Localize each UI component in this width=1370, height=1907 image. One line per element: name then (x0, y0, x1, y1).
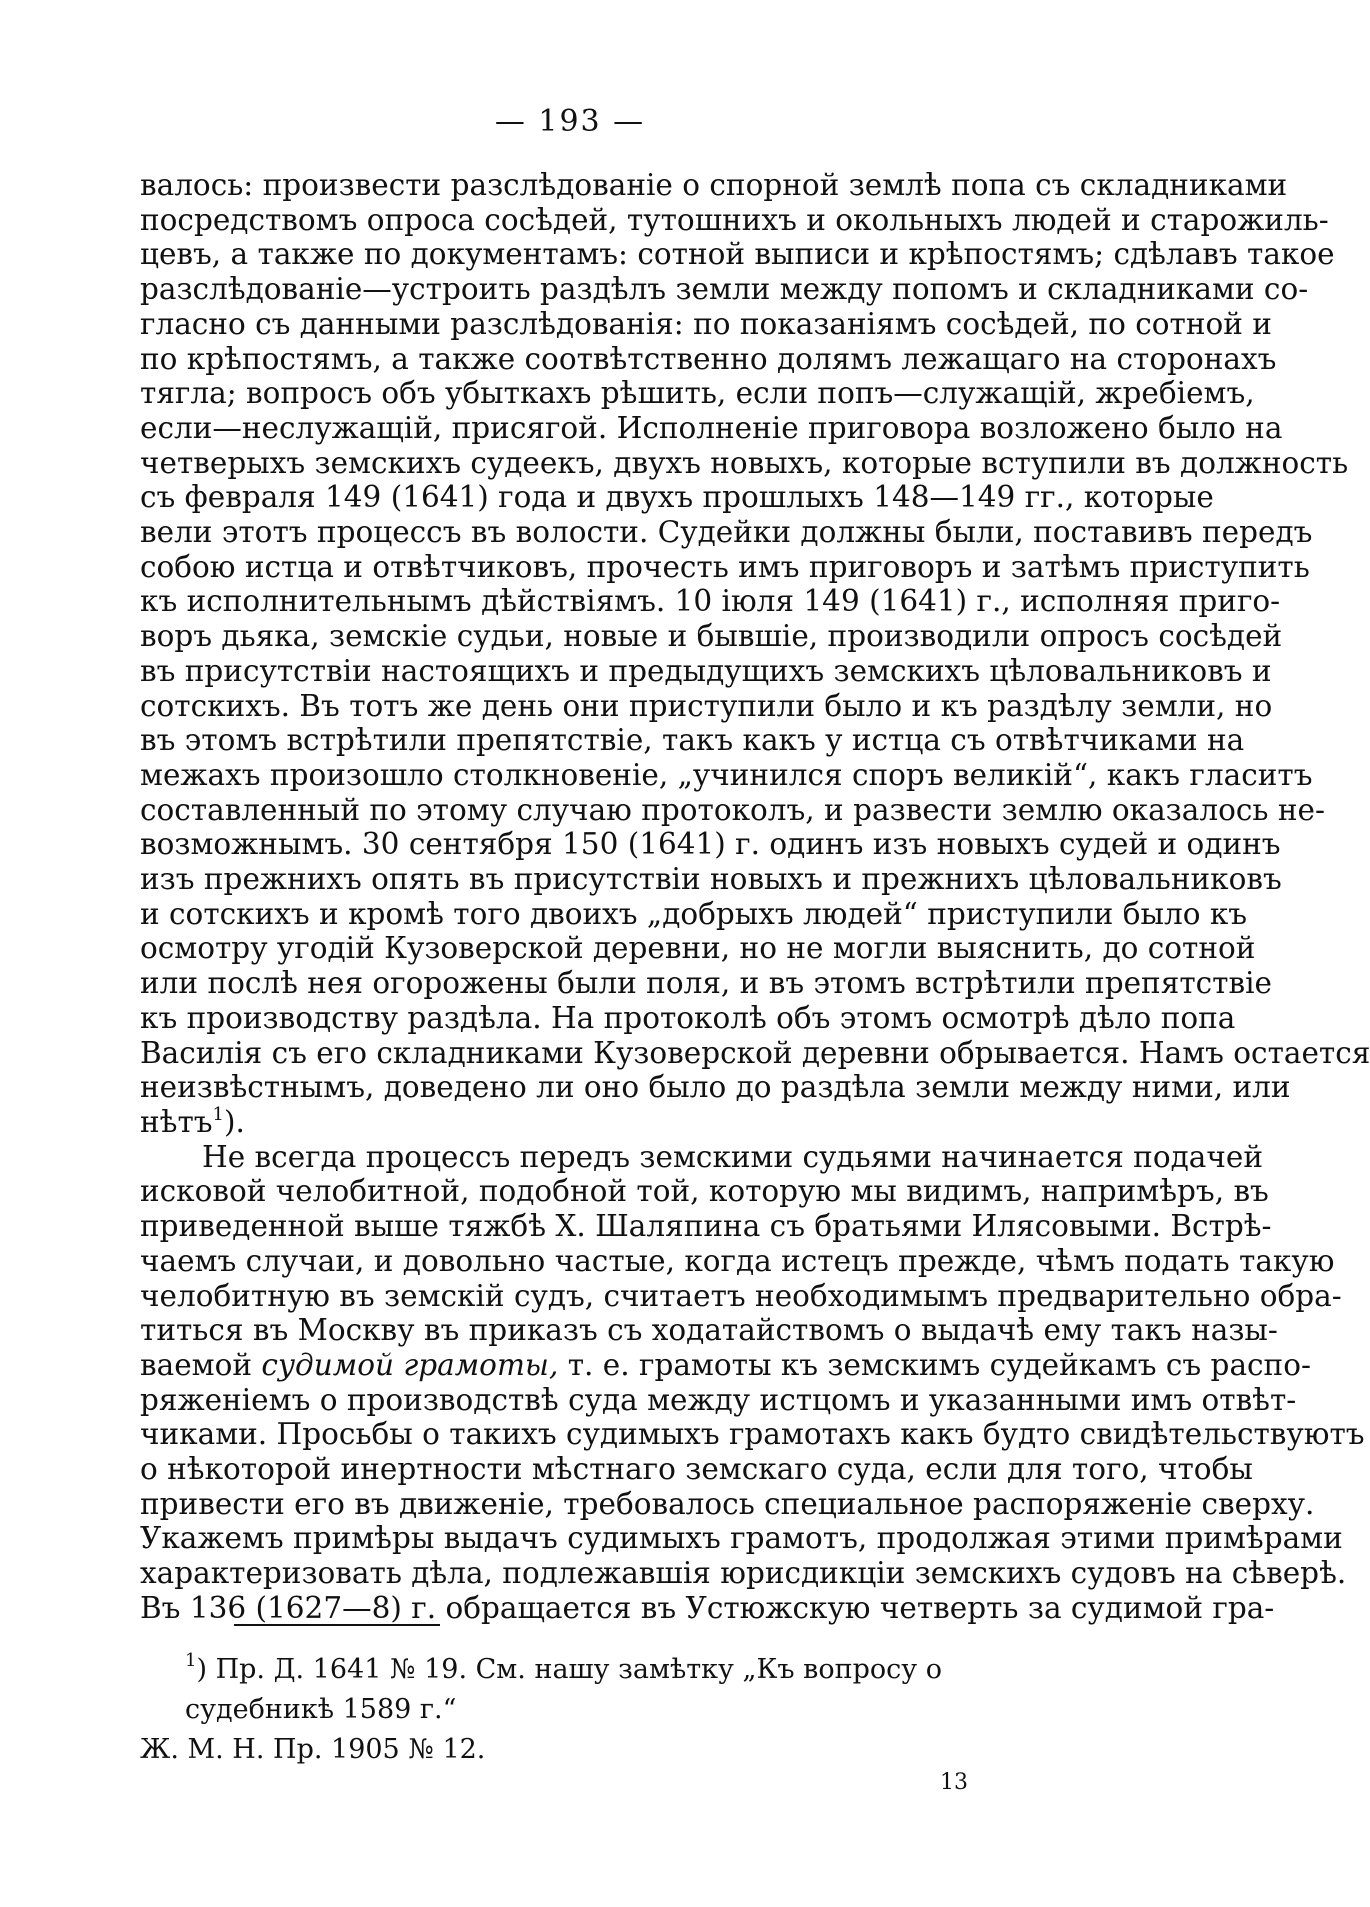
text-line: о нѣкоторой инертности мѣстнаго земскаго суда, если для того, чтобы (140, 1452, 1253, 1487)
text-line-italic (140, 1347, 1311, 1383)
text-line: сотскихъ. Въ тотъ же день они приступили было и къ раздѣлу земли, но (140, 688, 1273, 723)
text-line: исковой челобитной, подобной той, которую мы видимъ, напримѣръ, въ (140, 1174, 1269, 1209)
text-line: разслѣдованіе—устроить раздѣлъ земли между попомъ и складниками со- (140, 272, 1309, 307)
paragraph-end-line (140, 1105, 1016, 1140)
text-line: по крѣпостямъ, а также соотвѣтственно долямъ лежащаго на сторонахъ (140, 341, 1277, 376)
text-line: ряженіемъ о производствѣ суда между истцомъ и указанными имъ отвѣт- (140, 1382, 1297, 1417)
italic-term: судимой грамоты, (261, 1347, 559, 1382)
footnote-separator (234, 1624, 440, 1626)
text-line: титься въ Москву въ приказъ съ ходатайствомъ о выдачѣ ему такъ назы- (140, 1313, 1278, 1348)
text-line: собою истца и отвѣтчиковъ, прочесть имъ приговоръ и затѣмъ приступить (140, 549, 1310, 584)
sheet-signature: 13 (940, 1770, 968, 1795)
text-segment: ваемой (140, 1347, 253, 1382)
text-segment: т. е. грамоты къ земскимъ судейкамъ съ распо- (567, 1347, 1311, 1382)
text-line: валось: произвести разслѣдованіе о спорной землѣ попа съ складниками (140, 168, 1288, 202)
text-line: тягла; вопросъ объ убыткахъ рѣшить, если попъ—служащій, жребіемъ, (140, 376, 1255, 411)
footnote-line: Ж. М. Н. Пр. 1905 № 12. (140, 1734, 486, 1765)
last-line-text: нѣтъ (140, 1104, 213, 1139)
text-line: характеризовать дѣла, подлежавшія юрисдикціи земскихъ судовъ на сѣверѣ. (140, 1556, 1347, 1591)
text-line: Укажемъ примѣры выдачъ судимыхъ грамотъ, продолжая этими примѣрами (140, 1521, 1343, 1556)
footnote-reference: 1 (212, 1103, 224, 1125)
text-line: съ февраля 149 (1641) года и двухъ прошлыхъ 148—149 гг., которые (140, 480, 1214, 515)
text-line: составленный по этому случаю протоколъ, и развести землю оказалось не- (140, 792, 1325, 827)
text-line: и сотскихъ и кромѣ того двоихъ „добрыхъ людей“ приступили было къ (140, 896, 1248, 931)
footnote-text: ) Пр. Д. 1641 № 19. См. нашу замѣтку „Къ вопросу о судебникѣ 1589 г.“ (185, 1654, 942, 1725)
text-line: четверыхъ земскихъ судеекъ, двухъ новыхъ, которые вступили въ должность (140, 445, 1349, 480)
text-line: возможнымъ. 30 сентября 150 (1641) г. одинъ изъ новыхъ судей и одинъ (140, 827, 1281, 862)
text-line: межахъ произошло столкновеніе, „учинился споръ великій“, какъ гласитъ (140, 757, 1313, 792)
text-line: воръ дьяка, земскіе судьи, новые и бывшіе, производили опросъ сосѣдей (140, 619, 1283, 654)
last-line-end: ). (224, 1104, 245, 1139)
text-line: приведенной выше тяжбѣ Х. Шаляпина съ братьями Илясовыми. Встрѣ- (140, 1209, 1272, 1244)
page-number: — 193 — (494, 104, 646, 139)
text-line: Въ 136 (1627—8) г. обращается въ Устюжскую четверть за судимой гра- (140, 1590, 1275, 1625)
footnote-marker: 1 (185, 1650, 197, 1671)
text-line: чиками. Просьбы о такихъ судимыхъ грамотахъ какъ будто свидѣтельствуютъ (140, 1417, 1365, 1452)
text-line: въ присутствіи настоящихъ и предыдущихъ земскихъ цѣловальниковъ и (140, 653, 1272, 688)
text-line: если—неслужащій, присягой. Исполненіе приговора возложено было на (140, 410, 1283, 445)
text-line: изъ прежнихъ опять въ присутствіи новыхъ и прежнихъ цѣловальниковъ (140, 862, 1282, 897)
text-line: осмотру угодій Кузоверской деревни, но не могли выяснить, до сотной (140, 931, 1256, 966)
main-text (140, 168, 1370, 1626)
footnote-line (140, 1650, 1016, 1730)
paragraph-first-line: Не всегда процессъ передъ земскими судьями начинается подачей (202, 1139, 1263, 1174)
text-line: цевъ, а также по документамъ: сотной выписи и крѣпостямъ; сдѣлавъ такое (140, 237, 1335, 272)
footnote (140, 1650, 1016, 1770)
text-line: Василія съ его складниками Кузоверской деревни обрывается. Намъ остается (140, 1035, 1370, 1070)
text-line: гласно съ данными разслѣдованія: по показаніямъ сосѣдей, по сотной и (140, 306, 1272, 341)
text-line: неизвѣстнымъ, доведено ли оно было до раздѣла земли между ними, или (140, 1070, 1291, 1105)
text-line: челобитную въ земскій судъ, считаетъ необходимымъ предварительно обра- (140, 1278, 1342, 1313)
text-line: посредствомъ опроса сосѣдей, тутошнихъ и окольныхъ людей и старожиль- (140, 202, 1329, 237)
text-line: къ исполнительнымъ дѣйствіямъ. 10 іюля 149 (1641) г., исполняя приго- (140, 584, 1281, 619)
text-line: чаемъ случаи, и довольно частые, когда истецъ прежде, чѣмъ подать такую (140, 1243, 1335, 1278)
text-line: привести его въ движеніе, требовалось специальное распоряженіе сверху. (140, 1486, 1315, 1521)
text-line: къ производству раздѣла. На протоколѣ объ этомъ осмотрѣ дѣло попа (140, 1000, 1236, 1035)
text-line: въ этомъ встрѣтили препятствіе, такъ какъ у истца съ отвѣтчиками на (140, 723, 1245, 758)
text-line: или послѣ нея огорожены были поля, и въ этомъ встрѣтили препятствіе (140, 966, 1272, 1001)
text-line: вели этотъ процессъ въ волости. Судейки должны были, поставивъ передъ (140, 515, 1313, 550)
